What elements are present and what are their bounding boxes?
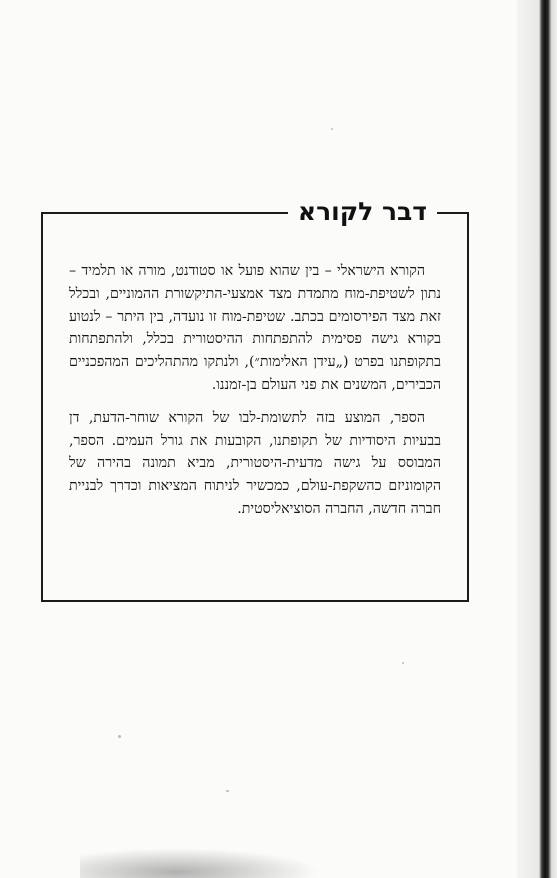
- paper-speck: [226, 790, 229, 792]
- paper-speck: [331, 128, 333, 130]
- book-spine-edge: [517, 0, 557, 878]
- box-body: [69, 260, 441, 521]
- bottom-smudge: [80, 848, 320, 878]
- paper-speck: [118, 735, 121, 738]
- paper-speck: [402, 662, 404, 664]
- box-title: דבר לקורא: [297, 197, 427, 226]
- paragraph: הספר, המוצע בזה לתשומת-לבו של הקורא שוחר-הדעת, דן בבעיות היסודיות של תקופתנו, הקובעות את גורל העמים. הספר, המבוסס על גישה מדעית-היסטורית, מביא תמונה בהירה של הקומוניזם כהשקפת-עולם, כמכשיר לניתוח המציאות וכדרך לבניית חברה חדשה, החברה הסוציאליסטית.: [69, 409, 441, 517]
- box-title-wrap: [288, 192, 437, 232]
- reader-note-box: [41, 197, 469, 602]
- paragraph: הקורא הישראלי – בין שהוא פועל או סטודנט, מורה או תלמיד – נתון לשטיפת-מוח מתמדת מצד אמצעי-התיקשורת ההמוניים, ובכלל זאת מצד הפירסומים בכתב. שטיפת-מוח זו נועדה, בין היתר – לנטוע בקורא גישה פסימית להתפתחות ההיסטורית בכלל, ולהתפתחות בתקופתנו בפרט („עידן האלימות״), ולנתקו מהתהליכים המהפכניים הכבירים, המשנים את פני העולם בן-זמננו.: [69, 263, 441, 393]
